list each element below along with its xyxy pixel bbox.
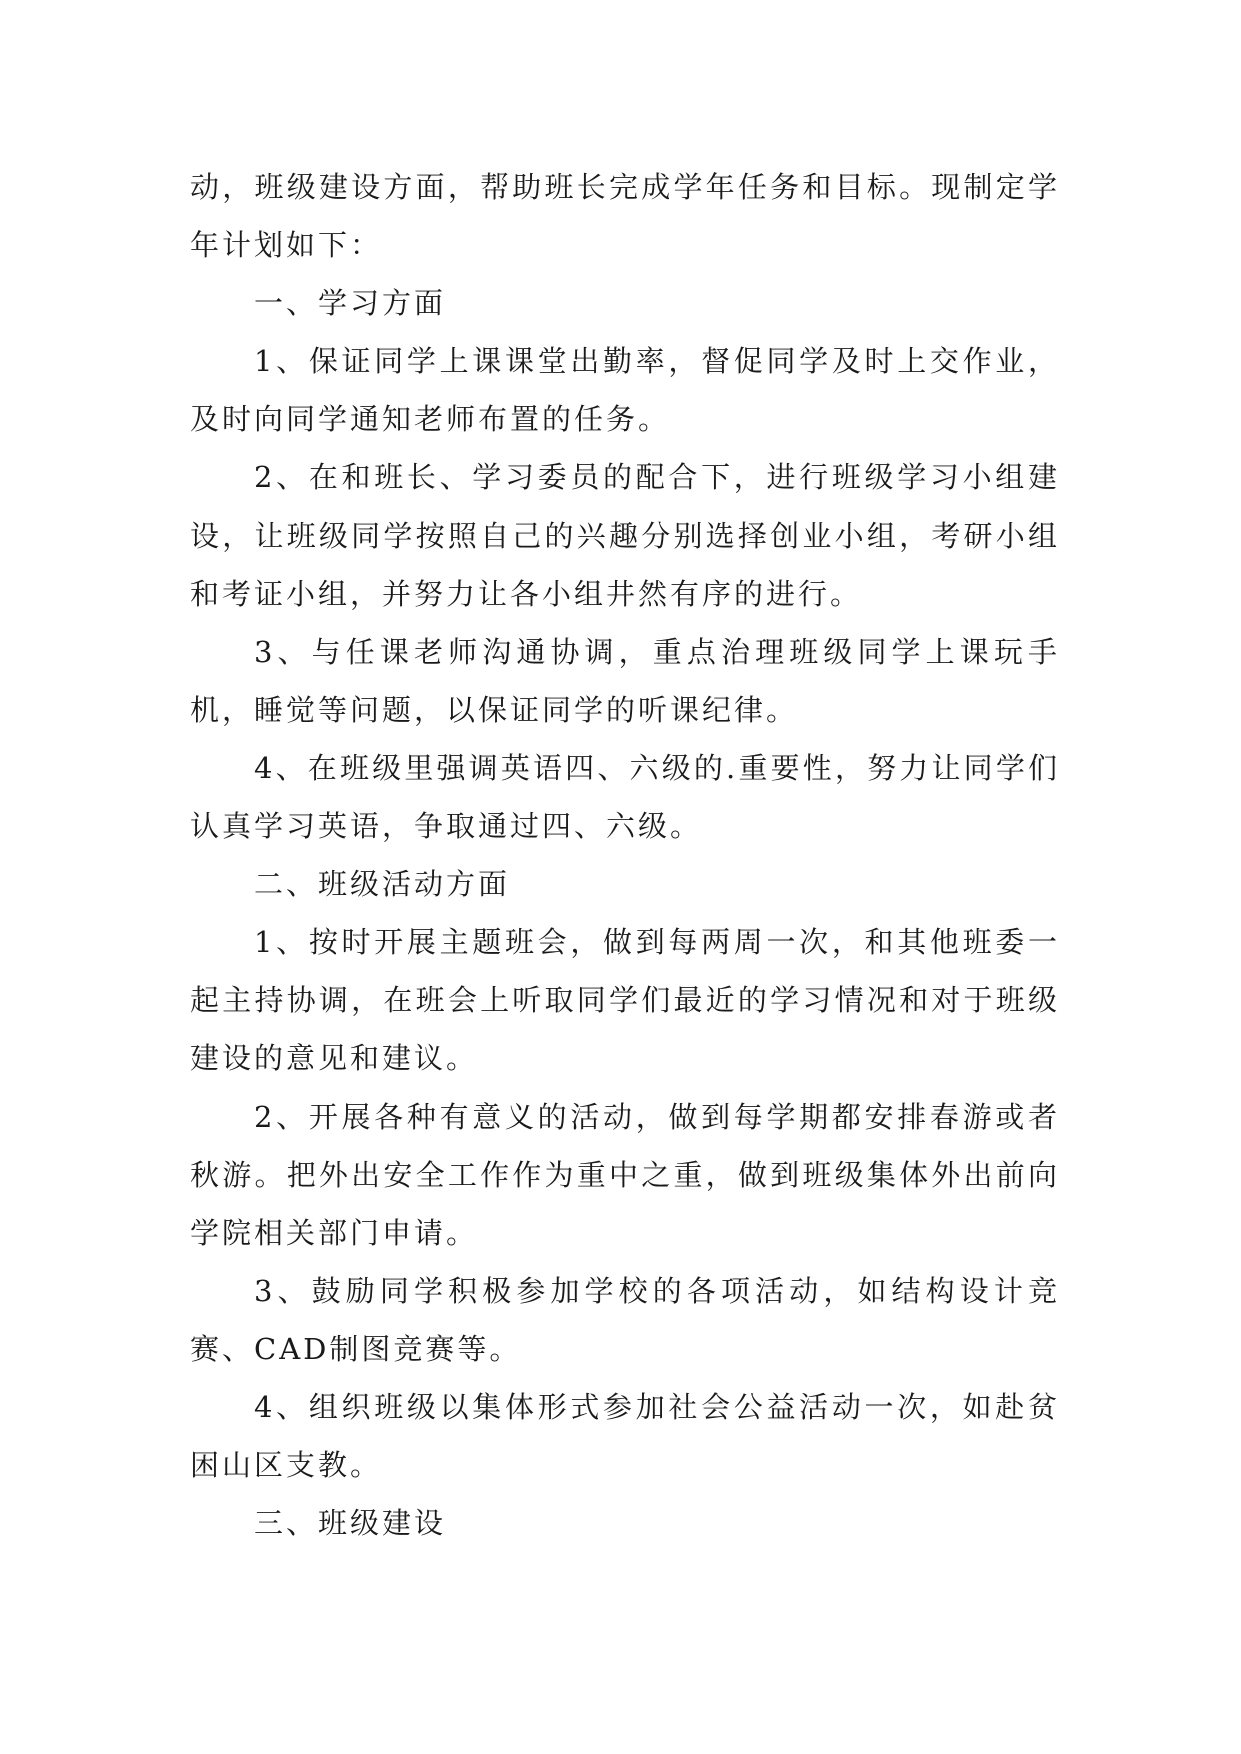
document-body: [190, 158, 1060, 1552]
section-heading-class-building: 三、班级建设: [254, 1506, 447, 1541]
paragraph-study-item-1: 1、保证同学上课课堂出勤率，督促同学及时上交作业，及时向同学通知老师布置的任务。: [190, 344, 1060, 437]
paragraph-activity-item-1: 1、按时开展主题班会，做到每两周一次，和其他班委一起主持协调，在班会上听取同学们最近的学习情况和对于班级建设的意见和建议。: [190, 925, 1060, 1076]
section-heading-study: 一、学习方面: [254, 286, 447, 321]
paragraph-continuation: 动，班级建设方面，帮助班长完成学年任务和目标。现制定学年计划如下：: [190, 170, 1060, 263]
paragraph-study-item-4: 4、在班级里强调英语四、六级的.重要性，努力让同学们认真学习英语，争取通过四、六级。: [190, 750, 1060, 844]
paragraph-activity-item-3: 3、鼓励同学积极参加学校的各项活动，如结构设计竞赛、CAD制图竞赛等。: [190, 1273, 1060, 1366]
paragraph-study-item-2: 2、在和班长、学习委员的配合下，进行班级学习小组建设，让班级同学按照自己的兴趣分别选择创业小组，考研小组和考证小组，并努力让各小组井然有序的进行。: [190, 460, 1060, 611]
paragraph-activity-item-2: 2、开展各种有意义的活动，做到每学期都安排春游或者秋游。把外出安全工作作为重中之重，做到班级集体外出前向学院相关部门申请。: [190, 1099, 1060, 1250]
paragraph-study-item-3: 3、与任课老师沟通协调，重点治理班级同学上课玩手机，睡觉等问题，以保证同学的听课纪律。: [190, 634, 1060, 727]
section-heading-activities: 二、班级活动方面: [254, 867, 511, 902]
paragraph-activity-item-4: 4、组织班级以集体形式参加社会公益活动一次，如赴贫困山区支教。: [190, 1389, 1060, 1483]
